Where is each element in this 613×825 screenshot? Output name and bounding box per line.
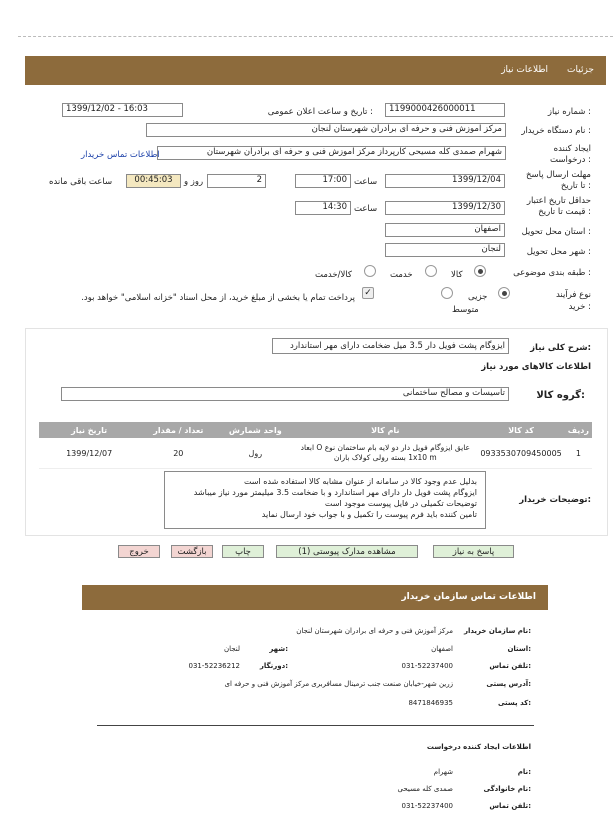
category-service-radio[interactable] xyxy=(425,265,437,277)
phone-label: تلفن تماس: xyxy=(489,662,531,670)
reply-button[interactable]: پاسخ به نیاز xyxy=(433,545,514,558)
buyer-label: نام دستگاه خریدار : xyxy=(521,126,591,136)
back-button[interactable]: بازگشت xyxy=(171,545,213,558)
cell-unit: رول xyxy=(217,438,293,469)
category-service-label: خدمت xyxy=(390,270,413,280)
creator-phone-label: تلفن تماس: xyxy=(489,802,531,810)
deadline-date-field: 1399/12/04 xyxy=(385,174,505,188)
family-value: صمدی کله مسیحی xyxy=(397,785,453,793)
province-contact-label: استان: xyxy=(507,645,531,653)
creator-info-heading: اطلاعات ایجاد کننده درخواست xyxy=(426,743,531,751)
tab-details[interactable]: جزئیات xyxy=(567,65,594,75)
province-contact-value: اصفهان xyxy=(431,645,453,653)
org-label: نام سازمان خریدار: xyxy=(463,627,531,635)
col-unit-header: واحد شمارش xyxy=(217,422,293,438)
deadline-label: مهلت ارسال پاسخ تا تاریخ : xyxy=(526,170,591,191)
days-label: روز و xyxy=(184,177,204,187)
city-contact-value: لنجان xyxy=(223,645,240,653)
contact-divider xyxy=(97,725,534,726)
tab-need-info[interactable]: اطلاعات نیاز xyxy=(501,65,548,75)
need-number-label: شماره نیاز : xyxy=(547,107,591,117)
process-minor-radio[interactable] xyxy=(498,287,510,299)
treasury-payment-note: پرداخت تمام یا بخشی از مبلغ خرید، از محل اسناد "خزانه اسلامی" خواهد بود. xyxy=(81,293,355,303)
goods-table-header xyxy=(39,422,592,438)
col-date-header: تاریخ نیاز xyxy=(39,422,139,438)
note-line: تامین کننده باید فرم پیوست را تکمیل و با جواب خود ارسال نماید xyxy=(261,510,477,519)
goods-info-heading: اطلاعات کالاهای مورد نیاز xyxy=(481,362,591,372)
note-line: ایزوگام پشت فویل دار دارای مهر استاندارد و با ضخامت 3.5 میلیمتر مورد نیاز میباشد xyxy=(193,488,477,497)
address-value: زرین شهر-خیابان صنعت جنب ترمینال مسافربری مرکز آموزش فنی و حرفه ای xyxy=(224,680,453,688)
address-label: آدرس پستی: xyxy=(486,680,531,688)
phone-value: 031-52237400 xyxy=(401,662,453,670)
creator-field: شهرام صمدی کله مسیحی کارپرداز مرکز آموزش فنی و حرفه ای برادران شهرستان xyxy=(157,146,506,160)
goods-table xyxy=(39,422,592,469)
exit-button[interactable]: خروج xyxy=(118,545,160,558)
fax-value: 031-52236212 xyxy=(188,662,240,670)
process-medium-radio[interactable] xyxy=(441,287,453,299)
category-goods-service-label: کالا/خدمت xyxy=(315,270,352,280)
tabs-header xyxy=(25,56,606,85)
remaining-time-field: 00:45:03 xyxy=(126,174,181,188)
province-label: استان محل تحویل : xyxy=(521,227,591,237)
print-button[interactable]: چاپ xyxy=(222,545,264,558)
cell-date: 1399/12/07 xyxy=(39,438,139,469)
buyer-field: مرکز آموزش فنی و حرفه ای برادران شهرستان لنجان xyxy=(146,123,506,137)
table-row[interactable] xyxy=(39,438,592,469)
note-line: توضیحات تکمیلی در فایل پیوست موجود است xyxy=(324,499,477,508)
cell-index: 1 xyxy=(565,438,592,469)
process-label: نوع فرآیند خرید : xyxy=(555,290,591,312)
days-field: 2 xyxy=(207,174,266,188)
col-code-header: کد کالا xyxy=(477,422,564,438)
city-label: شهر محل تحویل : xyxy=(526,247,591,257)
city-contact-label: شهر: xyxy=(269,645,288,653)
category-goods-radio[interactable] xyxy=(474,265,486,277)
validity-date-field: 1399/12/30 xyxy=(385,201,505,215)
cell-qty: 20 xyxy=(139,438,217,469)
org-value: مرکز آموزش فنی و حرفه ای برادران شهرستان لنجان xyxy=(296,627,453,635)
top-divider xyxy=(18,36,613,37)
postal-label: کد پستی: xyxy=(497,699,531,707)
creator-label: ایجاد کننده درخواست : xyxy=(550,144,591,165)
buyer-contact-link[interactable]: اطلاعات تماس خریدار xyxy=(81,150,160,160)
category-goods-label: کالا xyxy=(451,270,463,280)
family-label: نام خانوادگی: xyxy=(483,785,531,793)
deadline-time-label: ساعت xyxy=(354,177,378,187)
process-minor-label: جزیی xyxy=(468,292,488,302)
col-qty-header: تعداد / مقدار xyxy=(139,422,217,438)
buyer-notes-box xyxy=(164,471,486,529)
note-line: بدلیل عدم وجود کالا در سامانه از عنوان مشابه کالا استفاده شده است xyxy=(243,477,477,486)
col-row-header: ردیف xyxy=(565,422,592,438)
validity-time-label: ساعت xyxy=(354,204,378,214)
contact-header-title: اطلاعات تماس سازمان خریدار xyxy=(401,592,536,602)
announce-label: تاریخ و ساعت اعلان عمومی : xyxy=(267,107,373,117)
remaining-label: ساعت باقی مانده xyxy=(49,177,113,187)
summary-title-label: شرح کلی نیاز: xyxy=(530,343,591,353)
city-field: لنجان xyxy=(385,243,505,257)
summary-title-field: ایزوگام پشت فویل دار 3.5 میل ضخامت دارای مهر استاندارد xyxy=(272,338,509,354)
goods-group-field: تاسیسات و مصالح ساختمانی xyxy=(61,387,509,401)
need-number-field: 1199000426000011 xyxy=(385,103,505,117)
cell-name: عایق ایزوگام فویل دار دو لایه بام ساختمان نوع O ابعاد 1x10 m بسته رولی کولاک باران xyxy=(293,438,477,469)
name-value: شهرام xyxy=(433,768,453,776)
creator-phone-value: 031-52237400 xyxy=(401,802,453,810)
fax-label: دورنگار: xyxy=(259,662,288,670)
col-name-header: نام کالا xyxy=(293,422,477,438)
cell-code: 0933530709450005 xyxy=(477,438,564,469)
validity-time-field: 14:30 xyxy=(295,201,351,215)
province-field: اصفهان xyxy=(385,223,505,237)
deadline-time-field: 17:00 xyxy=(295,174,351,188)
contact-header xyxy=(82,585,548,610)
category-label: طبقه بندی موضوعی : xyxy=(513,268,591,278)
goods-group-label: گروه کالا: xyxy=(536,390,585,401)
postal-value: 8471846935 xyxy=(408,699,453,707)
attachments-button[interactable]: مشاهده مدارک پیوستی (1) xyxy=(276,545,418,558)
announce-field: 1399/12/02 - 16:03 xyxy=(62,103,183,117)
name-label: نام: xyxy=(517,768,531,776)
category-goods-service-radio[interactable] xyxy=(364,265,376,277)
buyer-notes-label: توضیحات خریدار: xyxy=(519,495,591,505)
process-medium-label: متوسط xyxy=(452,305,479,315)
validity-label: حداقل تاریخ اعتبار قیمت تا تاریخ : xyxy=(526,196,591,217)
treasury-payment-checkbox[interactable]: ✓ xyxy=(362,287,374,299)
